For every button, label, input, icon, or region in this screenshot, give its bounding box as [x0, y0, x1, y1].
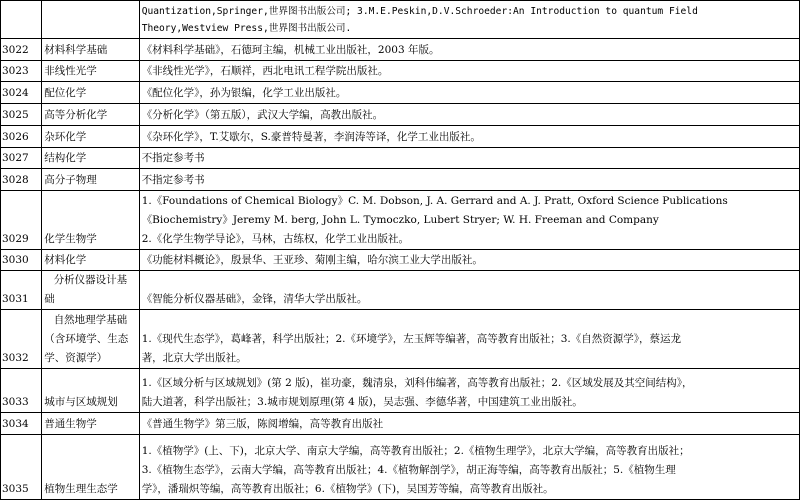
course-line: 非线性光学 [44, 65, 97, 77]
code-cell: 3022 [1, 39, 42, 61]
reference-cell [139, 250, 799, 271]
course-cell [42, 126, 139, 148]
reference-line: 不指定参考书 [141, 174, 205, 186]
reference-line: 《材料科学基础》，石德珂主编，机械工业出版社，2003 年版。 [141, 44, 440, 56]
course-line: 材料化学 [44, 254, 87, 266]
reference-line: 学》，潘瑞炽等编，高等教育出版社；6.《植物学》(下)，吴国芳等编，高等教育出版社。 [141, 483, 554, 495]
course-line: 材料科学基础 [44, 44, 108, 56]
code-cell: 3024 [1, 82, 42, 104]
reference-line: 《分析化学》（第五版），武汉大学编，高教出版社。 [141, 109, 384, 121]
reference-cell [139, 39, 799, 61]
course-cell [42, 369, 139, 413]
table-row [1, 271, 800, 310]
code-cell: 3033 [1, 369, 42, 413]
course-cell [42, 310, 139, 369]
course-line: 高分子物理 [44, 174, 97, 186]
reference-cell [139, 369, 799, 413]
course-line: 自然地理学基础 [53, 314, 128, 326]
course-line: 结构化学 [44, 152, 87, 164]
reference-line: 不指定参考书 [141, 152, 205, 164]
table-row [1, 148, 800, 169]
reference-line: Theory,Westview Press,世界图书出版公司. [141, 23, 352, 34]
reference-cell [139, 413, 799, 435]
code-cell: 3032 [1, 310, 42, 369]
table-row [1, 104, 800, 126]
reference-cell [139, 126, 799, 148]
code-cell: 3027 [1, 148, 42, 169]
course-cell [42, 191, 139, 250]
reference-cell [139, 104, 799, 126]
code-cell: 3034 [1, 413, 42, 435]
course-cell [42, 82, 139, 104]
course-cell [42, 435, 139, 500]
course-line: 础 [44, 293, 55, 305]
reference-line: 著，北京大学出版社。 [141, 352, 247, 364]
code-cell: 3028 [1, 169, 42, 191]
table-row [1, 1, 800, 39]
reference-cell [139, 1, 799, 39]
table-row [1, 369, 800, 413]
course-line: 高等分析化学 [44, 109, 108, 121]
course-cell [42, 250, 139, 271]
reference-line: 《普通生物学》第三版，陈阅增编，高等教育出版社 [141, 418, 384, 430]
code-cell [1, 1, 42, 39]
table-row [1, 413, 800, 435]
table-row [1, 191, 800, 250]
course-cell [42, 413, 139, 435]
table-row [1, 310, 800, 369]
course-line: 普通生物学 [44, 418, 97, 430]
code-cell: 3031 [1, 271, 42, 310]
course-cell [42, 39, 139, 61]
reference-line: 陆大道著，科学出版社；3.城市规划原理(第 4 版)，吴志强、李德华著，中国建筑工业出版社。 [141, 396, 583, 408]
course-cell [42, 148, 139, 169]
table-row [1, 61, 800, 82]
course-line: 城市与区域规划 [44, 396, 118, 408]
reference-line: 《智能分析仪器基础》，金锋，清华大学出版社。 [141, 293, 368, 305]
reference-line: 1.《Foundations of Chemical Biology》C. M. Dobson, J. A. Gerrard and A. J. Pratt, Oxford Science Publications [141, 195, 728, 207]
code-cell: 3035 [1, 435, 42, 500]
reference-line: 2.《化学生物学导论》，马林，古练权，化学工业出版社。 [141, 233, 409, 245]
course-cell [42, 61, 139, 82]
reference-cell [139, 310, 799, 369]
code-cell: 3025 [1, 104, 42, 126]
reference-cell [139, 191, 799, 250]
course-line: 杂环化学 [44, 131, 87, 143]
reference-cell [139, 271, 799, 310]
reference-cell [139, 82, 799, 104]
course-line: 配位化学 [44, 87, 87, 99]
table-row [1, 169, 800, 191]
course-line: 植物生理生态学 [44, 483, 118, 495]
code-cell: 3030 [1, 250, 42, 271]
reference-line: Quantization,Springer,世界图书出版公司; 3.M.E.Peskin,D.V.Schroeder:An Introduction to quantum Field [141, 6, 698, 17]
code-cell: 3023 [1, 61, 42, 82]
course-line: 化学生物学 [44, 233, 97, 245]
reference-cell [139, 435, 799, 500]
course-line: 学、资源学） [44, 352, 108, 364]
reference-line: 《配位化学》，孙为银编，化学工业出版社。 [141, 87, 347, 99]
course-cell [42, 1, 139, 39]
course-cell [42, 271, 139, 310]
table-row [1, 435, 800, 500]
reference-line: 1.《植物学》(上、下)，北京大学、南京大学编，高等教育出版社；2.《植物生理学》，北京大学编，高等教育出版社； [141, 445, 690, 457]
reference-line: 1.《区域分析与区域规划》(第 2 版)，崔功豪，魏清泉，刘科伟编著，高等教育出版社；2.《区域发展及其空间结构》， [141, 377, 693, 389]
reference-cell [139, 61, 799, 82]
course-cell [42, 169, 139, 191]
reference-line: 《非线性光学》，石顺祥，西北电讯工程学院出版社。 [141, 65, 389, 77]
code-cell: 3029 [1, 191, 42, 250]
reference-line: 3.《植物生态学》，云南大学编，高等教育出版社；4.《植物解剖学》，胡正海等编，高等教育出版社；5.《植物生理 [141, 464, 676, 476]
table-row [1, 126, 800, 148]
reference-line: 《功能材料概论》，殷景华、王亚珍、菊刚主编，哈尔滨工业大学出版社。 [141, 254, 483, 266]
reference-line: 《杂环化学》，T.艾歇尔，S.豪普特曼著，李润涛等译，化学工业出版社。 [141, 131, 481, 143]
reference-cell [139, 148, 799, 169]
reference-table-body [1, 1, 800, 500]
course-line: （含环境学、生态 [44, 333, 129, 345]
table-row [1, 250, 800, 271]
course-cell [42, 104, 139, 126]
table-row [1, 82, 800, 104]
table-row [1, 39, 800, 61]
reference-cell [139, 169, 799, 191]
course-line: 分析仪器设计基 [53, 274, 128, 286]
reference-line: 《Biochemistry》Jeremy M. berg, John L. Tymoczko, Lubert Stryer; W. H. Freeman and Company [141, 214, 659, 226]
code-cell: 3026 [1, 126, 42, 148]
reference-line: 1.《现代生态学》，葛峰著，科学出版社；2.《环境学》，左玉辉等编著，高等教育出版社；3.《自然资源学》，蔡运龙 [141, 333, 681, 345]
